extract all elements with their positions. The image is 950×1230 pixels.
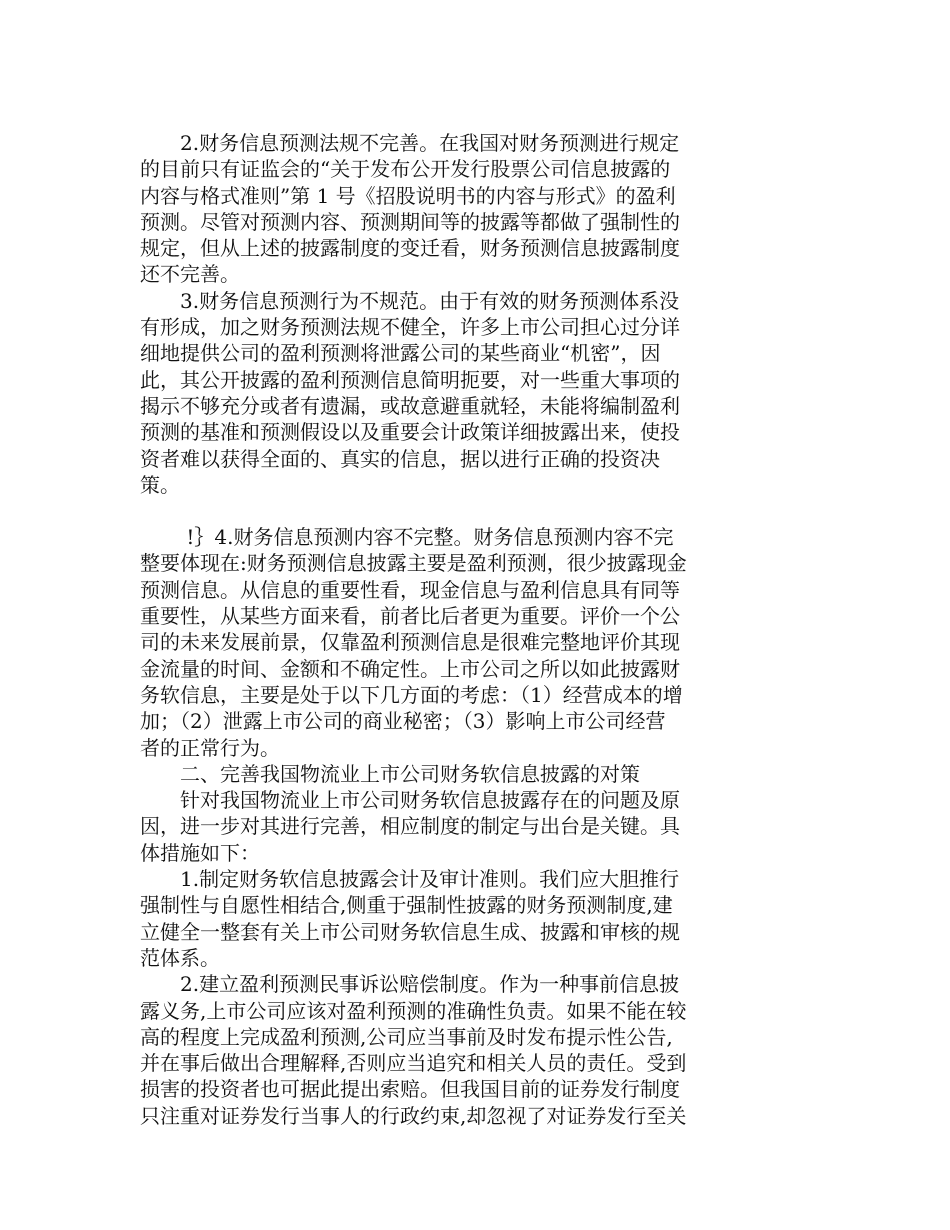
- text-line: 务软信息，主要是处于以下几方面的考虑：（1）经营成本的增: [140, 682, 683, 707]
- section-heading: 二、完善我国物流业上市公司财务软信息披露的对策: [140, 761, 640, 786]
- text-line: 资者难以获得全面的、真实的信息，据以进行正确的投资决: [140, 446, 660, 471]
- text-line: 还不完善。: [140, 262, 240, 287]
- text-line: 预测信息。从信息的重要性看，现金信息与盈利信息具有同等: [140, 577, 680, 602]
- text-line: 揭示不够充分或者有遗漏，或故意避重就轻，未能将编制盈利: [140, 393, 680, 418]
- text-line: 损害的投资者也可据此提出索赔。但我国目前的证券发行制度: [140, 1077, 680, 1102]
- paragraph-block-2: [140, 524, 750, 1129]
- text-line: 露义务,上市公司应该对盈利预测的准确性负责。如果不能在较: [140, 998, 687, 1023]
- paragraph-gap: [140, 498, 750, 524]
- text-line: 高的程度上完成盈利预测,公司应当事前及时发布提示性公告,: [140, 1024, 673, 1049]
- text-line: 体措施如下：: [140, 840, 260, 865]
- text-line: 预测。尽管对预测内容、预测期间等的披露等都做了强制性的: [140, 209, 680, 234]
- text-line: 立健全一整套有关上市公司财务软信息生成、披露和审核的规: [140, 919, 680, 944]
- text-line: 重要性，从某些方面来看，前者比后者更为重要。评价一个公: [140, 604, 680, 629]
- text-line: 因，进一步对其进行完善，相应制度的制定与出台是关键。具: [140, 814, 680, 839]
- text-line: 金流量的时间、金额和不确定性。上市公司之所以如此披露财: [140, 656, 680, 681]
- text-line: 有形成，加之财务预测法规不健全，许多上市公司担心过分详: [140, 315, 680, 340]
- text-line: 针对我国物流业上市公司财务软信息披露存在的问题及原: [140, 788, 680, 813]
- text-line: 范体系。: [140, 945, 220, 970]
- text-line: 只注重对证券发行当事人的行政约束,却忽视了对证券发行至关: [140, 1103, 687, 1128]
- text-line: 整要体现在:财务预测信息披露主要是盈利预测，很少披露现金: [140, 551, 687, 576]
- text-line: 强制性与自愿性相结合,侧重于强制性披露的财务预测制度,建: [140, 893, 673, 918]
- text-line: 预测的基准和预测假设以及重要会计政策详细披露出来，使投: [140, 420, 680, 445]
- text-line: 2.财务信息预测法规不完善。在我国对财务预测进行规定: [140, 131, 680, 155]
- text-line: 3.财务信息预测行为不规范。由于有效的财务预测体系没: [140, 288, 680, 313]
- text-line: 者的正常行为。: [140, 735, 280, 760]
- text-line: 加；（2）泄露上市公司的商业秘密；（3）影响上市公司经营: [140, 709, 666, 734]
- text-line: 规定，但从上述的披露制度的变迁看，财务预测信息披露制度: [140, 236, 680, 261]
- document-body: [140, 130, 750, 1129]
- text-line: 细地提供公司的盈利预测将泄露公司的某些商业“机密”，因: [140, 341, 661, 366]
- text-line: !｝4.财务信息预测内容不完整。财务信息预测内容不完: [140, 525, 674, 550]
- text-line: 策。: [140, 472, 180, 497]
- text-line: 此，其公开披露的盈利预测信息简明扼要，对一些重大事项的: [140, 367, 680, 392]
- text-line: 的目前只有证监会的“关于发布公开发行股票公司信息披露的: [140, 157, 671, 182]
- text-line: 2.建立盈利预测民事诉讼赔偿制度。作为一种事前信息披: [140, 972, 680, 997]
- text-line: 司的未来发展前景，仅靠盈利预测信息是很难完整地评价其现: [140, 630, 680, 655]
- text-line: 1.制定财务软信息披露会计及审计准则。我们应大胆推行: [140, 867, 680, 892]
- text-line: 内容与格式准则”第 1 号《招股说明书的内容与形式》的盈利: [140, 183, 676, 208]
- paragraph-block-1: [140, 130, 750, 498]
- text-line: 并在事后做出合理解释,否则应当追究和相关人员的责任。受到: [140, 1051, 687, 1076]
